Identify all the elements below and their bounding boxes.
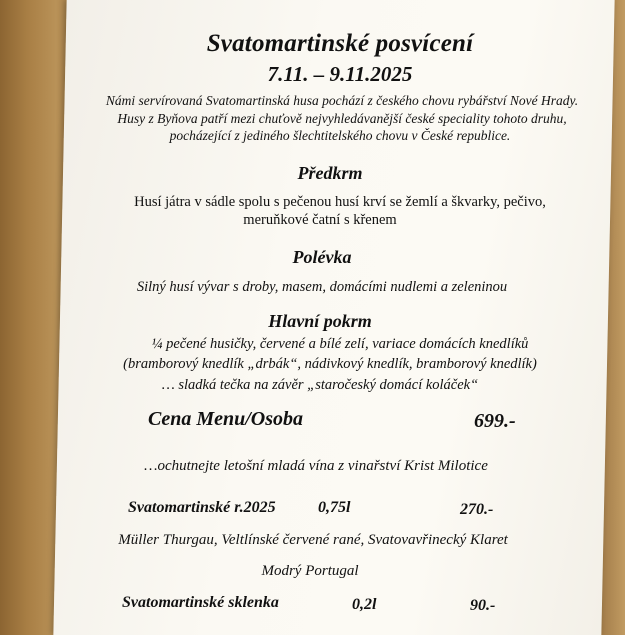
bottle-price: 270.- (460, 501, 494, 518)
main-heading: Hlavní pokrm (268, 311, 372, 331)
main-line-1: ¼ pečené husičky, červené a bílé zelí, variace domácích knedlíků (151, 336, 529, 352)
menu-title: Svatomartinské posvícení (206, 30, 474, 57)
varieties-line-2: Modrý Portugal (261, 563, 359, 579)
glass-price: 90.- (470, 597, 496, 614)
glass-volume: 0,2l (352, 596, 377, 613)
intro-line-3: pocházející z jediného šlechtitelského chovu v České republice. (169, 128, 511, 143)
glass-name: Svatomartinské sklenka (122, 594, 279, 611)
menu-price-value: 699.- (474, 410, 516, 432)
wine-intro: …ochutnejte letošní mladá vína z vinařství Krist Milotice (144, 458, 488, 474)
intro-line-2: Husy z Byňova patří mezi chuťově nejvyhledávanější české speciality tohoto druhu, (117, 111, 567, 126)
soup-heading: Polévka (292, 247, 352, 267)
starter-line-1: Husí játra v sádle spolu s pečenou husí krví se žemlí a škvarky, pečivo, (134, 194, 546, 210)
main-line-3: … sladká tečka na závěr „staročeský domácí koláček“ (161, 377, 479, 393)
menu-price-label: Cena Menu/Osoba (148, 408, 304, 430)
bottle-name: Svatomartinské r.2025 (128, 499, 276, 516)
bottle-volume: 0,75l (318, 499, 351, 516)
starter-heading: Předkrm (297, 163, 363, 183)
event-dates: 7.11. – 9.11.2025 (267, 62, 413, 86)
starter-line-2: meruňkové čatní s křenem (243, 212, 397, 228)
main-line-2: (bramborový knedlík „drbák“, nádivkový knedlík, bramborový knedlík) (123, 356, 537, 372)
varieties-line-1: Müller Thurgau, Veltlínské červené rané, Svatovavřinecký Klaret (118, 532, 508, 548)
intro-line-1: Námi servírovaná Svatomartinská husa pochází z českého chovu rybářství Nové Hrady. (105, 93, 579, 108)
soup-text: Silný husí vývar s droby, masem, domácími nudlemi a zeleninou (136, 279, 508, 295)
